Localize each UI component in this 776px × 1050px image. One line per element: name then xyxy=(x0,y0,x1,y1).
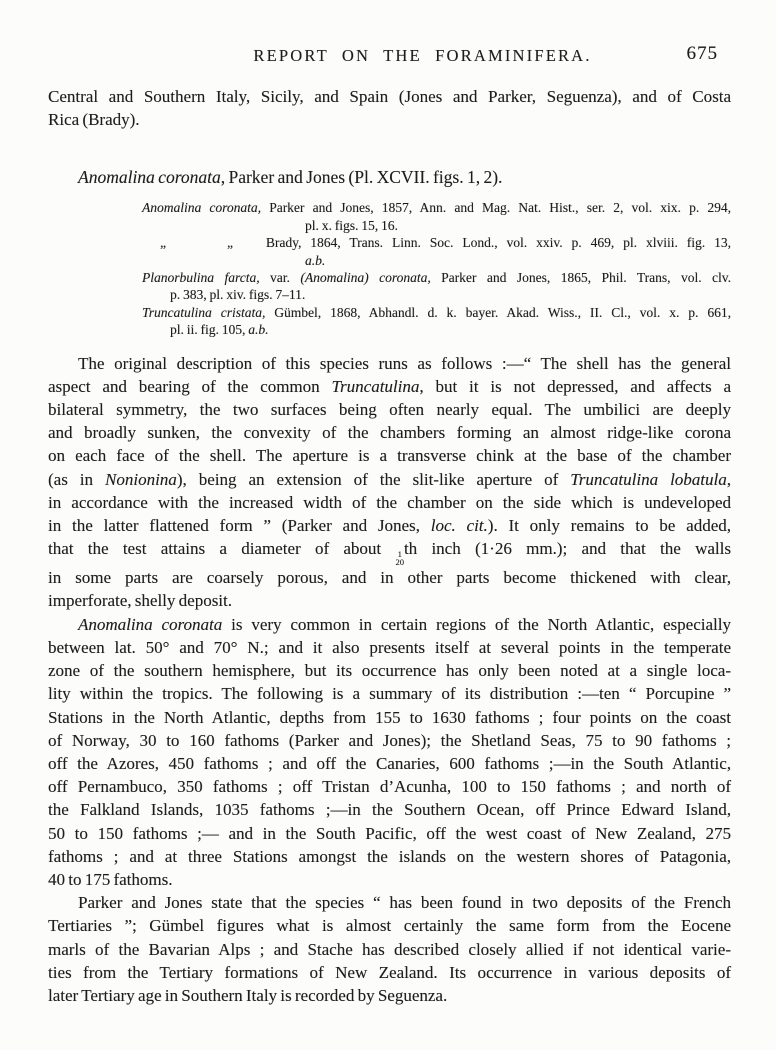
text-segment: ). It only remains to be added, xyxy=(487,516,731,536)
text-segment: „ xyxy=(160,235,175,251)
text-segment: Rica (Brady). xyxy=(48,110,140,130)
text-line xyxy=(48,589,731,612)
fossil-occurrence-paragraph xyxy=(48,891,731,1007)
text-line xyxy=(48,961,731,984)
text-line xyxy=(48,537,731,566)
text-line xyxy=(48,914,731,937)
text-line xyxy=(142,252,731,269)
text-line xyxy=(48,868,731,891)
text-segment: zone of the southern hemisphere, but its occurrence has only been noted at a single loca- xyxy=(48,661,731,681)
italic-text: Truncatulina xyxy=(331,376,420,396)
text-line xyxy=(48,165,731,189)
text-segment: 50 to 150 fathoms ;— and in the South Pacific, off the west coast of New Zealand, 275 xyxy=(48,823,731,843)
text-segment: off Pernambuco, 350 fathoms ; off Tristan d’Acunha, 100 to 150 fathoms ; and north of xyxy=(48,777,731,797)
text-segment: 40 to 175 fathoms. xyxy=(48,869,173,889)
italic-text: loc. cit. xyxy=(430,516,488,536)
running-title: REPORT ON THE FORAMINIFERA. xyxy=(253,46,592,65)
text-line xyxy=(142,304,731,321)
continuation-paragraph xyxy=(48,85,731,131)
text-line xyxy=(48,706,731,729)
text-segment: in the latter flattened form ” (Parker and Jones, xyxy=(48,516,431,536)
text-segment: that the test attains a diameter of about xyxy=(48,539,396,559)
text-segment: fathoms ; and at three Stations amongst the islands on the western shores of Patagonia, xyxy=(48,846,731,866)
text-line xyxy=(48,613,731,636)
text-segment: ties from the Tertiary formations of New Zealand. Its occurrence in various deposits of xyxy=(48,962,731,982)
italic-text: Anomalina coronata xyxy=(78,167,221,188)
text-line xyxy=(48,375,731,398)
text-line xyxy=(48,108,731,131)
text-segment: imperforate, shelly deposit. xyxy=(48,591,233,611)
text-segment: of Norway, 30 to 160 fathoms (Parker and Jones); the Shetland Seas, 75 to 90 fathoms ; xyxy=(48,730,731,750)
text-segment: and broadly sunken, the convexity of the chambers forming an almost ridge-like corona xyxy=(48,423,731,443)
text-segment: off the Azores, 450 fathoms ; and off the Canaries, 600 fathoms ;—in the South Atlantic, xyxy=(48,753,731,773)
text-line xyxy=(48,491,731,514)
text-segment: ), being an extension of the slit-like aperture of xyxy=(176,469,571,489)
text-line xyxy=(142,269,731,286)
text-segment: Gümbel, 1868, Abhandl. d. k. bayer. Akad. Wiss., II. Cl., vol. x. p. 661, xyxy=(265,304,732,320)
text-segment: between lat. 50° and 70° N.; and it also presents itself at several points in the temperate xyxy=(48,637,731,657)
page-content xyxy=(48,43,732,1007)
text-segment: p. 383, pl. xiv. figs. 7–11. xyxy=(170,287,306,303)
text-segment: „ xyxy=(226,235,242,251)
text-line xyxy=(48,398,731,421)
text-segment: Parker and Jones state that the species “ has been found in two deposits of the French xyxy=(78,893,731,913)
text-line xyxy=(48,729,731,752)
text-segment: Tertiaries ”; Gümbel figures what is almost certainly the same form from the Eocene xyxy=(48,916,731,936)
text-line xyxy=(48,514,731,537)
text-segment: Brady, 1864, Trans. Linn. Soc. Lond., vol. xxiv. p. 469, pl. xlviii. fig. 13, xyxy=(265,235,731,251)
text-segment: lity within the tropics. The following is a summary of its distribution :—ten “ Porcupine ” xyxy=(48,684,731,704)
text-segment: , but it is not depressed, and affects a xyxy=(419,376,732,396)
text-segment: th inch (1·26 mm.); and that the walls xyxy=(403,539,731,559)
italic-text: a.b. xyxy=(305,252,326,268)
text-line xyxy=(48,659,731,682)
text-segment: in accordance with the increased width of the chamber on the side which is undeveloped xyxy=(48,492,731,512)
text-line xyxy=(48,566,731,589)
text-segment: (as in xyxy=(48,469,106,489)
text-segment: The original description of this species runs as follows :—“ The shell has the general xyxy=(78,353,731,373)
text-line xyxy=(142,217,731,234)
text-segment: in some parts are coarsely porous, and in other parts become thickened with clear, xyxy=(48,568,731,588)
text-line xyxy=(48,891,731,914)
italic-text: Planorbulina farcta, xyxy=(142,270,260,286)
text-line xyxy=(48,682,731,705)
italic-text: Anomalina coronata, xyxy=(142,200,262,216)
text-segment: , xyxy=(726,469,731,489)
italic-text: Nonionina xyxy=(105,469,177,489)
text-segment: marls of the Bavarian Alps ; and Stache has described closely allied if not identical varie- xyxy=(48,939,731,959)
italic-text: Anomalina coronata xyxy=(78,614,223,634)
italic-text: a.b. xyxy=(248,322,269,338)
text-segment: pl. x. figs. 15, 16. xyxy=(305,217,398,233)
text-line xyxy=(48,636,731,659)
text-line xyxy=(48,845,731,868)
distribution-paragraph xyxy=(48,613,731,891)
italic-text: Truncatulina cristata, xyxy=(142,304,266,320)
text-segment: later Tertiary age in Southern Italy is recorded by Seguenza. xyxy=(48,985,448,1005)
text-segment: the Falkland Islands, 1035 fathoms ;—in the Southern Ocean, off Prince Edward Island, xyxy=(48,800,731,820)
text-line xyxy=(48,822,731,845)
text-line xyxy=(48,85,731,108)
text-line xyxy=(48,421,731,444)
text-segment: aspect and bearing of the common xyxy=(48,376,332,396)
fraction-part: 1 xyxy=(397,549,402,560)
text-segment: Central and Southern Italy, Sicily, and Spain (Jones and Parker, Seguenza), and of Costa xyxy=(48,87,731,106)
species-heading xyxy=(48,165,731,189)
text-segment: bilateral symmetry, the two surfaces being often nearly equal. The umbilici are deeply xyxy=(48,400,731,420)
text-segment: Stations in the North Atlantic, depths from 155 to 1630 fathoms ; four points on the coast xyxy=(48,707,731,727)
text-line xyxy=(48,938,731,961)
text-line xyxy=(142,321,731,338)
running-head xyxy=(48,43,731,66)
description-paragraph xyxy=(48,352,731,613)
text-segment: var. xyxy=(259,270,301,286)
text-line xyxy=(48,468,731,491)
synonymy-list xyxy=(142,199,731,338)
fraction-part: 20 xyxy=(395,556,404,567)
text-line xyxy=(142,286,731,303)
text-line xyxy=(142,199,731,216)
page-number: 675 xyxy=(686,43,718,64)
text-line xyxy=(48,984,731,1007)
text-segment: pl. ii. fig. 105, xyxy=(170,322,249,338)
text-segment: Parker and Jones, 1857, Ann. and Mag. Nat. Hist., ser. 2, vol. xix. p. 294, xyxy=(261,200,731,216)
text-segment: is very common in certain regions of the North Atlantic, especially xyxy=(222,614,731,634)
content xyxy=(48,85,731,1007)
text-line xyxy=(48,752,731,775)
text-line xyxy=(48,352,731,375)
text-line xyxy=(48,798,731,821)
text-line xyxy=(48,775,731,798)
text-line xyxy=(48,444,731,467)
text-segment: on each face of the shell. The aperture is a transverse chink at the base of the chamber xyxy=(48,446,731,466)
fraction xyxy=(395,551,404,566)
text-segment: Parker and Jones, 1865, Phil. Trans, vol. clv. xyxy=(430,270,732,286)
italic-text: (Anomalina) coronata, xyxy=(300,270,431,286)
italic-text: Truncatulina lobatula xyxy=(570,469,727,489)
text-segment: , Parker and Jones (Pl. XCVII. figs. 1, 2). xyxy=(220,167,503,188)
text-line xyxy=(142,234,731,251)
